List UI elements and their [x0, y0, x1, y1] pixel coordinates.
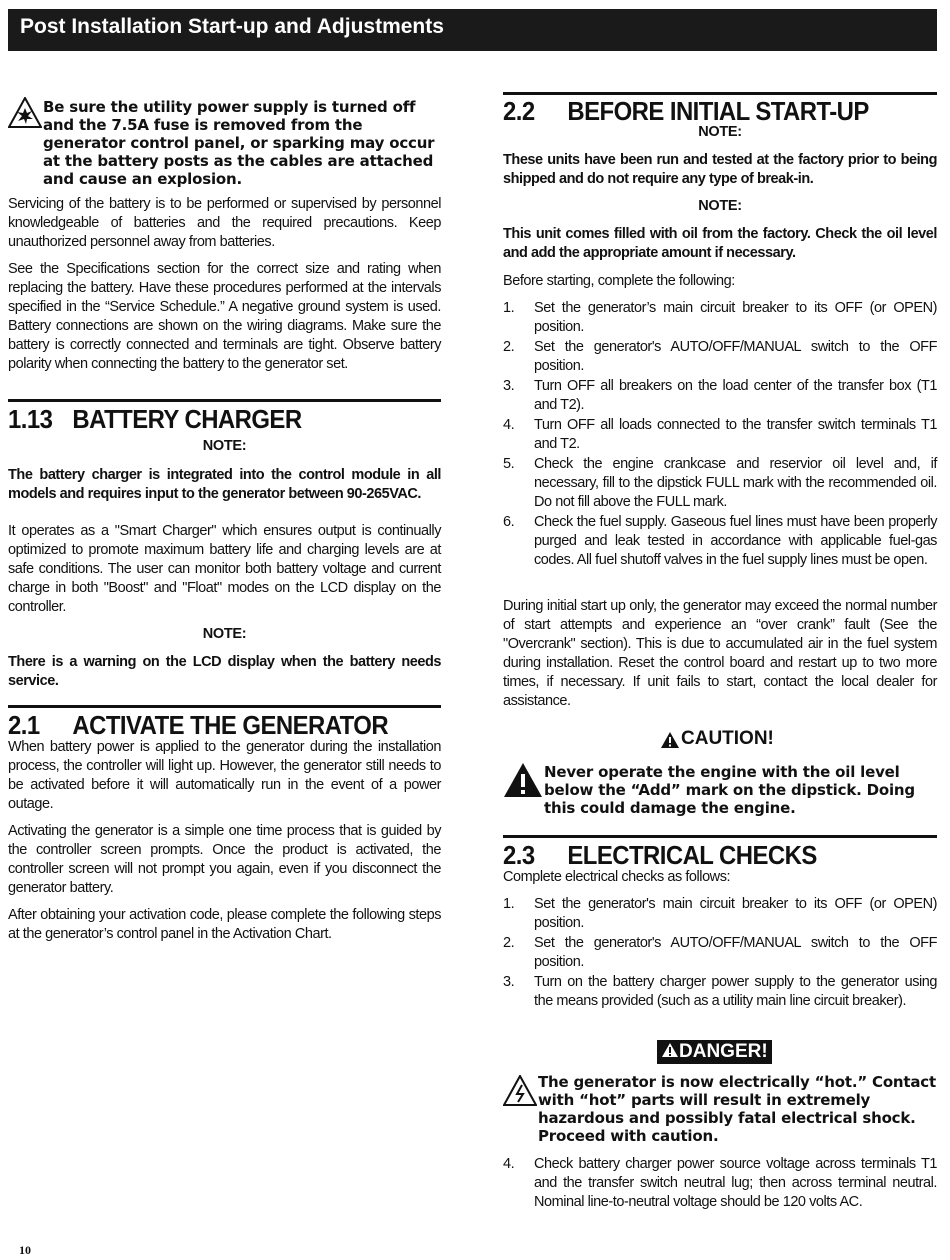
list-item: 5. Check the engine crankcase and reservior oil level and, if necessary, fill to the dipstick FULL mark with the recommended oil. Do not fill above the FULL mark.: [503, 456, 937, 510]
startup-steps-list: [503, 299, 937, 571]
danger-small-icon: [661, 1042, 679, 1058]
oil-level-caution-text: Never operate the engine with the oil level below the “Add” mark on the dipstick. Doing this could damage the engine.: [544, 763, 915, 817]
danger-label-text: DANGER!: [679, 1041, 768, 1062]
caution-label: CAUTION!: [681, 728, 774, 749]
explosion-hazard-icon: [8, 97, 42, 129]
factory-tested-note-text: These units have been run and tested at the factory prior to being shipped and do not require any type of break-in.: [503, 152, 937, 187]
page-header-banner: [8, 9, 937, 51]
section-number: 1.13: [8, 404, 53, 434]
section-rule-113: [8, 399, 441, 402]
electrical-shock-icon: [503, 1075, 537, 1107]
section-rule-23: [503, 835, 937, 838]
electrical-checks-intro: Complete electrical checks as follows:: [503, 869, 731, 885]
section-number: 2.1: [8, 710, 40, 740]
list-item: 4. Turn OFF all loads connected to the transfer switch terminals T1 and T2.: [503, 417, 937, 452]
electrical-shock-danger-text: The generator is now electrically “hot.” Contact with “hot” parts will result in extremely hazardous and possibly fatal electrical shock. Proceed with caution.: [538, 1073, 936, 1145]
activation-process-paragraph: Activating the generator is a simple one time process that is guided by the controller screen prompts. Once the product is activated, the controller screen will not prompt you again, even if you disconnect the generator battery.: [8, 823, 441, 896]
lcd-warning-note-text: There is a warning on the LCD display when the battery needs service.: [8, 654, 441, 689]
overcrank-paragraph: During initial start up only, the generator may exceed the normal number of start attempts and experience an “over crank” fault (See the "Overcrank" section). This is due to accumulated air in the fuel system during installation. Reset the control board and restart up to two more times, if necessary. If unit fails to start, contact the local dealer for assistance.: [503, 598, 937, 709]
section-number: 2.3: [503, 840, 535, 870]
section-heading-21: [8, 711, 388, 739]
list-item: 6. Check the fuel supply. Gaseous fuel lines must have been properly purged and leak tested in accordance with applicable fuel-gas codes. All fuel shutoff valves in the fuel supply lines must be open.: [503, 514, 937, 568]
charger-note-text: The battery charger is integrated into the control module in all models and requires input to the generator between 90-265VAC.: [8, 467, 441, 502]
page-number: 10: [19, 1243, 31, 1257]
oil-note-text: This unit comes filled with oil from the factory. Check the oil level and add the appropriate amount if necessary.: [503, 226, 937, 261]
list-item: 1. Set the generator's main circuit breaker to its OFF (or OPEN) position.: [503, 896, 937, 931]
note-label: NOTE:: [202, 438, 247, 454]
battery-service-paragraph: Servicing of the battery is to be performed or supervised by personnel knowledgeable of batteries and the required precautions. Keep unauthorized personnel away from batteries.: [8, 196, 441, 250]
list-item: 4. Check battery charger power source voltage across terminals T1 and the transfer switch neutral lug; then across terminal neutral. Nominal line-to-neutral voltage should be 120 volts AC.: [503, 1156, 937, 1210]
activation-code-paragraph: After obtaining your activation code, please complete the following steps at the generator’s control panel in the Activation Chart.: [8, 907, 441, 942]
section-title: BATTERY CHARGER: [72, 404, 302, 434]
electrical-steps-list: [503, 895, 937, 1012]
list-item: 2. Set the generator's AUTO/OFF/MANUAL switch to the OFF position.: [503, 339, 937, 374]
section-rule-22: [503, 92, 937, 95]
caution-small-icon: [660, 731, 680, 749]
section-number: 2.2: [503, 96, 535, 126]
section-title: ACTIVATE THE GENERATOR: [72, 710, 389, 740]
list-item: 3. Turn OFF all breakers on the load center of the transfer box (T1 and T2).: [503, 378, 937, 413]
list-item: 3. Turn on the battery charger power supply to the generator using the means provided (such as a utility main line circuit breaker).: [503, 974, 937, 1009]
battery-explosion-warning: Be sure the utility power supply is turned off and the 7.5A fuse is removed from the generator control panel, or sparking may occur at the battery posts as the cables are attached and cause an explosion.: [43, 98, 435, 188]
note-label: NOTE:: [698, 198, 742, 214]
note-label: NOTE:: [202, 626, 247, 642]
battery-specs-paragraph: See the Specifications section for the correct size and rating when replacing the battery. Have these procedures performed at the intervals specified in the “Service Schedule.” A negative ground system is used. Battery connections are shown on the wiring diagrams. Make sure the battery is correctly connected and terminals are tight. Observe battery polarity when connecting the battery to the generator set.: [8, 261, 441, 372]
note-label: NOTE:: [698, 124, 742, 140]
section-heading-113: [8, 405, 302, 433]
smart-charger-paragraph: It operates as a "Smart Charger" which ensures output is continually optimized to promote maximum battery life and charging levels are at safe conditions. The user can monitor both battery voltage and current charge in both "Boost" and "Float" modes on the LCD display on the controller.: [8, 523, 441, 615]
electrical-steps-list-continued: [503, 1155, 937, 1213]
section-title: BEFORE INITIAL START-UP: [567, 96, 869, 126]
list-item: 1. Set the generator’s main circuit breaker to its OFF (or OPEN) position.: [503, 300, 937, 335]
list-item: 2. Set the generator's AUTO/OFF/MANUAL switch to the OFF position.: [503, 935, 937, 970]
section-heading-23: [503, 841, 817, 869]
before-starting-intro: Before starting, complete the following:: [503, 273, 735, 289]
caution-warning-icon: [503, 762, 543, 798]
activation-intro-paragraph: When battery power is applied to the generator during the installation process, the controller will light up. However, the generator still needs to be activated before it will automatically run in the event of a power outage.: [8, 739, 441, 812]
danger-label: [657, 1040, 772, 1064]
section-heading-22: [503, 97, 869, 125]
section-rule-21: [8, 705, 441, 708]
section-title: ELECTRICAL CHECKS: [567, 840, 817, 870]
page-title: Post Installation Start-up and Adjustments: [20, 15, 444, 38]
